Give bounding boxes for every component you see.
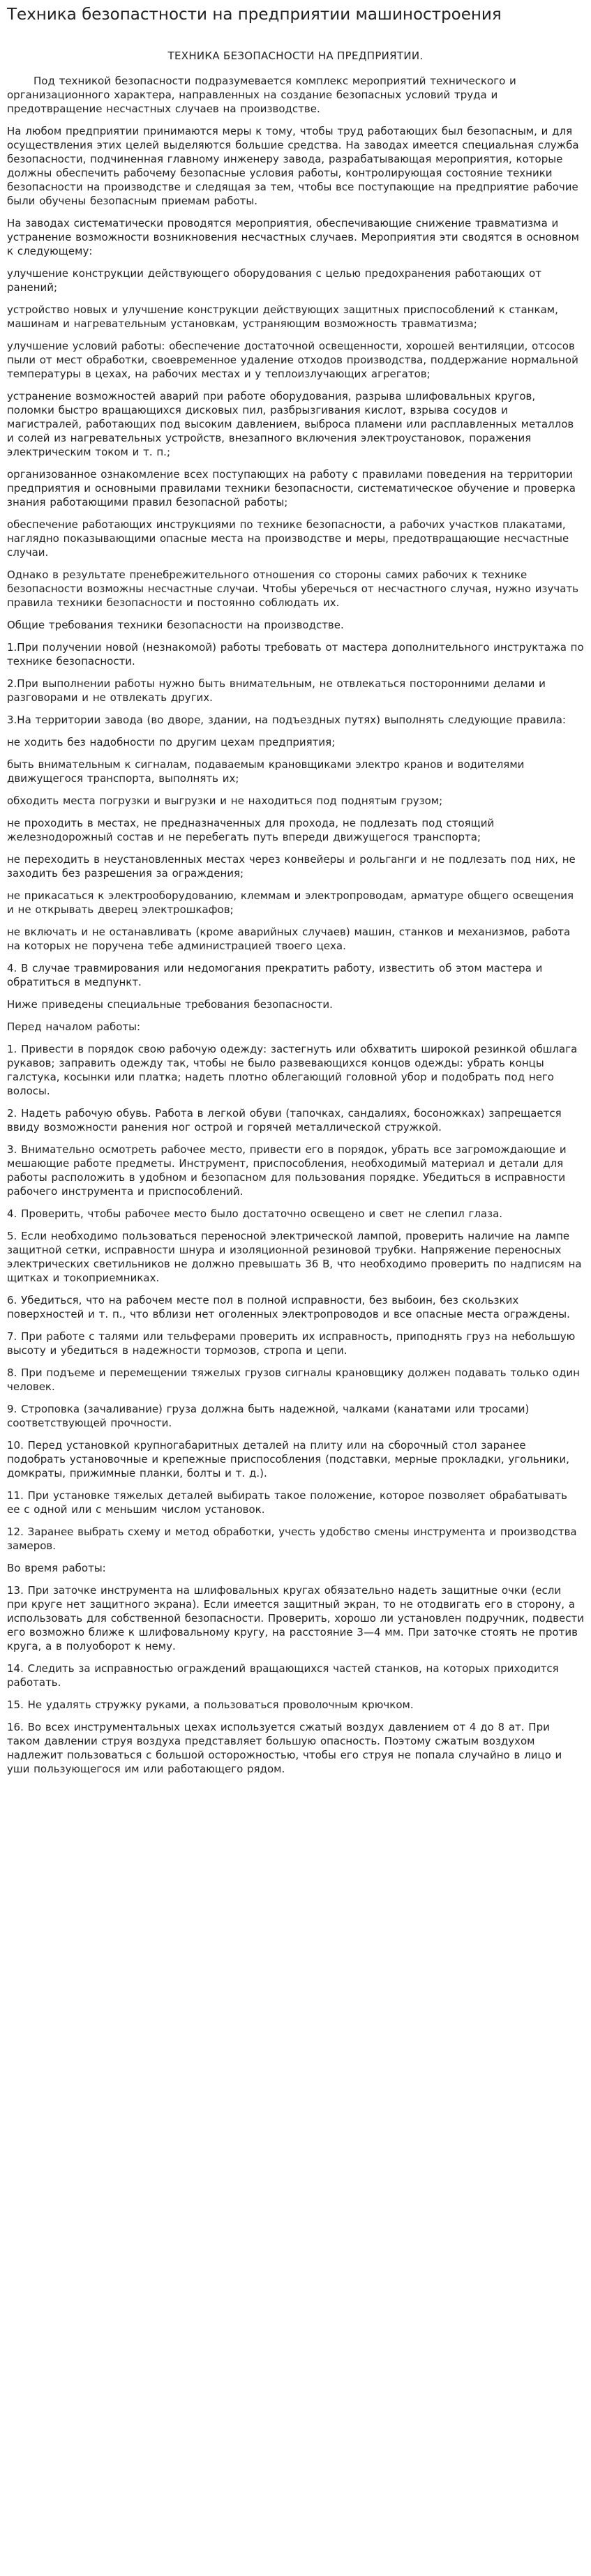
paragraph: не ходить без надобности по другим цехам предприятия;: [7, 736, 336, 748]
paragraph: улучшение условий работы: обеспечение достаточной освещенности, хорошей вентиляции, отсосов пыли от мест обработки, своевременное удаление отходов производства, поддержание нормальной температуры в цехах, на рабочих местах и у теплоизлучающих агрегатов;: [7, 340, 578, 380]
paragraph: 3. Внимательно осмотреть рабочее место, привести его в порядок, убрать все загромождающие и мешающие работе предметы. Инструмент, приспособления, необходимый материал и детали для работы расположить в удобном и безопасном для пользования порядке. Убедиться в исправности рабочего инструмента и приспособлений.: [7, 1143, 567, 1198]
paragraph: быть внимательным к сигналам, подаваемым крановщиками электро кранов и водителями движущегося транспорта, выполнять их;: [7, 758, 525, 785]
paragraph: 4. Проверить, чтобы рабочее место было достаточно освещено и свет не слепил глаза.: [7, 1207, 503, 1220]
paragraph: Во время работы:: [7, 1562, 106, 1574]
paragraph: обходить места погрузки и выгрузки и не находиться под поднятым грузом;: [7, 794, 443, 807]
paragraph: 6. Убедиться, что на рабочем месте пол в полной исправности, без выбоин, без скользких поверхностей и т. п., что вблизи нет оголенных электропроводов и все опасные места ограждены.: [7, 1294, 570, 1320]
paragraph: На заводах систематически проводятся мероприятия, обеспечивающие снижение травматизма и устранение возможности возникновения несчастных случаев. Мероприятия эти сводятся в основном к следующему:: [7, 217, 579, 257]
section-heading: ТЕХНИКА БЕЗОПАСНОСТИ НА ПРЕДПРИЯТИИ.: [167, 50, 424, 62]
paragraph: Под техникой безопасности подразумевается комплекс мероприятий технического и организационного характера, направленных на создание безопасных условий труда и предотвращение несчастных случаев на производстве.: [7, 75, 516, 115]
paragraph: не включать и не останавливать (кроме аварийных случаев) машин, станков и механизмов, работа на которых не поручена тебе администрацией твоего цеха.: [7, 926, 571, 952]
paragraph: организованное ознакомление всех поступающих на работу с правилами поведения на территории предприятия и основными правилами техники безопасности, систематическое обучение и проверка знания работающими правил безопасной работы;: [7, 468, 576, 509]
paragraph: На любом предприятии принимаются меры к тому, чтобы труд работающих был безопасным, и для осуществления этих целей выделяются большие средства. На заводах имеется специальная служба безопасности, подчиненная главному инженеру завода, разрабатывающая мероприятия, которые должны обеспечить рабочему безопасные условия работы, контролирующая состояние техники безопасности на производстве и следящая за тем, чтобы все поступающие на предприятие рабочие были обучены безопасным приемам работы.: [7, 125, 579, 207]
paragraph: обеспечение работающих инструкциями по технике безопасности, а рабочих участков плакатами, наглядно показывающими опасные места на производстве и меры, предотвращающие несчастные случаи.: [7, 518, 569, 559]
paragraph: Общие требования техники безопасности на производстве.: [7, 619, 344, 631]
paragraph: 2. Надеть рабочую обувь. Работа в легкой обуви (тапочках, сандалиях, босоножках) запрещается ввиду возможности ранения ног острой и горячей металлической стружкой.: [7, 1107, 562, 1133]
paragraph: 12. Заранее выбрать схему и метод обработки, учесть удобство смены инструмента и производства замеров.: [7, 1526, 577, 1552]
paragraph: 1. Привести в порядок свою рабочую одежду: застегнуть или обхватить широкой резинкой обшлага рукавов; заправить одежду так, чтобы не было развевающихся концов одежды: убрать концы галстука, косынки или платка; надеть плотно облегающий головной убор и подобрать под него волосы.: [7, 1043, 578, 1097]
article-body: [7, 74, 584, 1776]
paragraph: не прикасаться к электрооборудованию, клеммам и электропроводам, арматуре общего освещения и не открывать дверец электрошкафов;: [7, 889, 574, 916]
paragraph: устройство новых и улучшение конструкции действующих защитных приспособлений к станкам, машинам и нагревательным установкам, устраняющим возможность травматизма;: [7, 303, 558, 330]
paragraph: 3.На территории завода (во дворе, здании, на подъездных путях) выполнять следующие правила:: [7, 714, 566, 726]
paragraph: 9. Строповка (зачаливание) груза должна быть надежной, чалками (канатами или тросами) соответствующей прочности.: [7, 1403, 530, 1429]
paragraph: улучшение конструкции действующего оборудования с целью предохранения работающих от ранений;: [7, 267, 541, 294]
paragraph: 1.При получении новой (незнакомой) работы требовать от мастера дополнительного инструктажа по технике безопасности.: [7, 641, 584, 668]
paragraph: 2.При выполнении работы нужно быть внимательным, не отвлекаться посторонними делами и разговорами и не отвлекать других.: [7, 677, 546, 704]
paragraph: 15. Не удалять стружку руками, а пользоваться проволочным крючком.: [7, 1698, 414, 1711]
paragraph: 13. При заточке инструмента на шлифовальных кругах обязательно надеть защитные очки (если при круге нет защитного экрана). Если имеется защитный экран, то не отодвигать его в сторону, а использовать для собственной безопасности. Проверить, хорошо ли установлен подручник, подвести его возможно ближе к шлифовальному кругу, на расстояние 3—4 мм. При заточке стоять не против круга, а в полуоборот к нему.: [7, 1584, 585, 1652]
paragraph: 14. Следить за исправностью ограждений вращающихся частей станков, на которых приходится работать.: [7, 1662, 559, 1689]
paragraph: Перед началом работы:: [7, 1020, 141, 1033]
paragraph: 4. В случае травмирования или недомогания прекратить работу, известить об этом мастера и обратиться в медпункт.: [7, 962, 543, 988]
paragraph: не переходить в неустановленных местах через конвейеры и рольганги и не подлезать под них, не заходить без разрешения за ограждения;: [7, 853, 576, 880]
paragraph: Однако в результате пренебрежительного отношения со стороны самих рабочих к технике безопасности возможны несчастные случаи. Чтобы уберечься от несчастного случая, нужно изучать правила техники безопасности и постоянно соблюдать их.: [7, 568, 579, 609]
page-title: Техника безопастности на предприятии машиностроения: [7, 6, 502, 24]
paragraph: 8. При подъеме и перемещении тяжелых грузов сигналы крановщику должен подавать только один человек.: [7, 1366, 580, 1393]
paragraph: устранение возможностей аварий при работе оборудования, разрыва шлифовальных кругов, поломки быстро вращающихся дисковых пил, разбрызгивания кислот, взрыва сосудов и магистралей, работающих под высоким давлением, выброса пламени или расплавленных металлов и солей из нагревательных устройств, внезапного включения электроустановок, поражения электрическим током и т. п.;: [7, 390, 574, 458]
paragraph: 11. При установке тяжелых деталей выбирать такое положение, которое позволяет обрабатывать ее с одной или с меньшим числом установок.: [7, 1489, 567, 1516]
paragraph: 7. При работе с талями или тельферами проверить их исправность, приподнять груз на небольшую высоту и убедиться в надежности тормозов, стропа и цепи.: [7, 1330, 576, 1357]
paragraph: Ниже приведены специальные требования безопасности.: [7, 998, 333, 1011]
paragraph: 5. Если необходимо пользоваться переносной электрической лампой, проверить наличие на лампе защитной сетки, исправности шнура и изоляционной резиновой трубки. Напряжение переносных электрических светильников не должно превышать 36 В, что необходимо проверить по надписям на щитках и токоприемниках.: [7, 1230, 582, 1284]
paragraph: 10. Перед установкой крупногабаритных деталей на плиту или на сборочный стол заранее подобрать установочные и крепежные приспособления (подставки, мерные прокладки, угольники, домкраты, прижимные планки, болты и т. д.).: [7, 1439, 569, 1479]
paragraph: 16. Во всех инструментальных цехах используется сжатый воздух давлением от 4 до 8 ат. При таком давлении струя воздуха представляет большую опасность. Поэтому сжатым воздухом надлежит пользоваться с большой осторожностью, чтобы его струя не попала случайно в лицо и уши пользующегося им или работающего рядом.: [7, 1721, 562, 1775]
paragraph: не проходить в местах, не предназначенных для прохода, не подлезать под стоящий железнодорожный состав и не перебегать путь впереди движущегося транспорта;: [7, 817, 495, 843]
